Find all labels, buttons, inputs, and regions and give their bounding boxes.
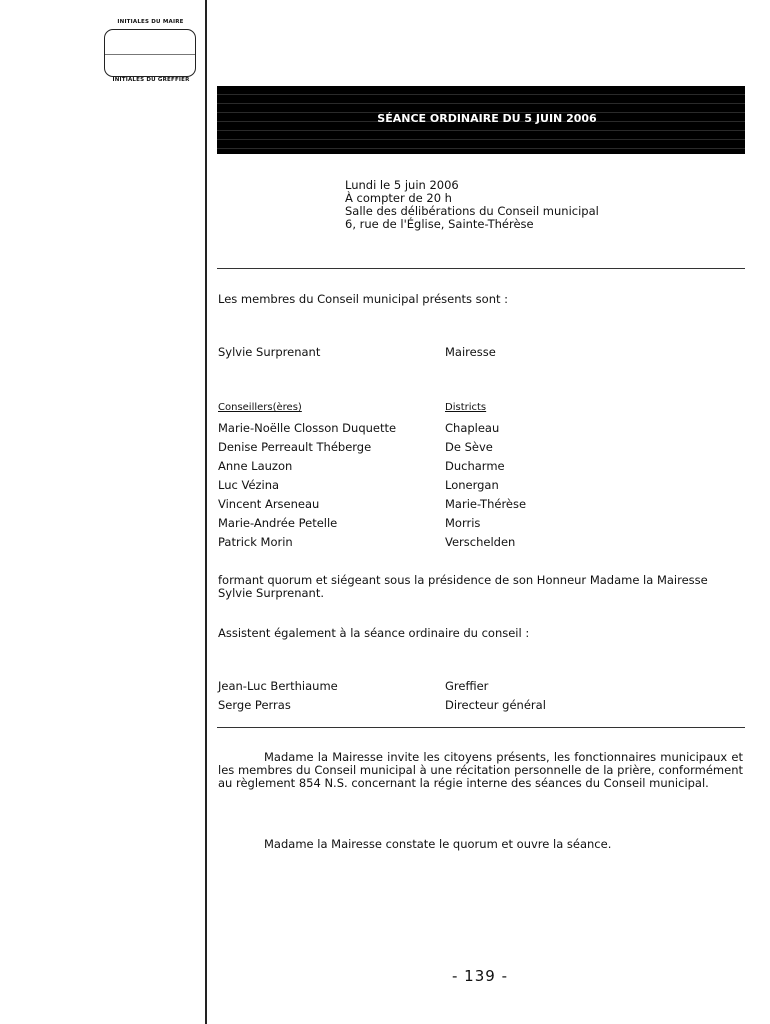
staff-role: Directeur général: [445, 698, 546, 712]
mayor-role: Mairesse: [445, 345, 496, 359]
meeting-room: Salle des délibérations du Conseil municipal: [345, 204, 599, 218]
councillor-name: Marie-Noëlle Closson Duquette: [218, 421, 397, 435]
councillor-district: Marie-Thérèse: [445, 497, 527, 511]
councillor-district: Lonergan: [445, 478, 499, 492]
initials-divider: [105, 54, 195, 55]
meeting-title: SÉANCE ORDINAIRE DU 5 JUIN 2006: [377, 111, 597, 125]
meeting-date: Lundi le 5 juin 2006: [345, 178, 459, 192]
title-banner: [217, 86, 745, 154]
councillor-district: Morris: [445, 516, 481, 530]
present-intro: Les membres du Conseil municipal présents sont :: [218, 292, 509, 306]
also-present-intro: Assistent également à la séance ordinaire du conseil :: [218, 626, 530, 640]
staff-name: Serge Perras: [218, 698, 291, 712]
section-divider: [217, 727, 745, 728]
meeting-details: [345, 179, 599, 231]
councillor-name: Marie-Andrée Petelle: [218, 516, 338, 530]
councillor-name: Luc Vézina: [218, 478, 280, 492]
mayor-name: Sylvie Surprenant: [218, 345, 321, 359]
initials-clerk-label: INITIALES DU GREFFIER: [112, 77, 190, 83]
section-divider: [217, 268, 745, 269]
staff-role: Greffier: [445, 679, 489, 693]
councillor-name: Anne Lauzon: [218, 459, 293, 473]
councillor-district: De Sève: [445, 440, 493, 454]
councillor-name: Vincent Arseneau: [218, 497, 320, 511]
meeting-time: À compter de 20 h: [345, 191, 452, 205]
districts-header: Districts: [445, 402, 487, 413]
initials-box: [104, 29, 196, 77]
councillor-district: Ducharme: [445, 459, 505, 473]
councillor-district: Chapleau: [445, 421, 500, 435]
councillor-district: Verschelden: [445, 535, 516, 549]
page-number: - 139 -: [452, 967, 508, 985]
prayer-paragraph: Madame la Mairesse invite les citoyens présents, les fonctionnaires municipaux et les membres du Conseil municipal à une récitation personnelle de la prière, conformément au règlement 854 N.S. concernant la régie interne des séances du Conseil municipal.: [218, 750, 743, 790]
meeting-address: 6, rue de l'Église, Sainte-Thérèse: [345, 217, 534, 231]
quorum-paragraph: formant quorum et siégeant sous la présidence de son Honneur Madame la Mairesse Sylvie Surprenant.: [218, 573, 708, 600]
councillor-name: Patrick Morin: [218, 535, 293, 549]
staff-name: Jean-Luc Berthiaume: [218, 679, 338, 693]
councillors-header: Conseillers(ères): [218, 402, 302, 413]
opening-paragraph: Madame la Mairesse constate le quorum et ouvre la séance.: [264, 837, 612, 851]
councillor-name: Denise Perreault Théberge: [218, 440, 372, 454]
margin-rule: [205, 0, 207, 1024]
initials-mayor-label: INITIALES DU MAIRE: [117, 19, 184, 25]
